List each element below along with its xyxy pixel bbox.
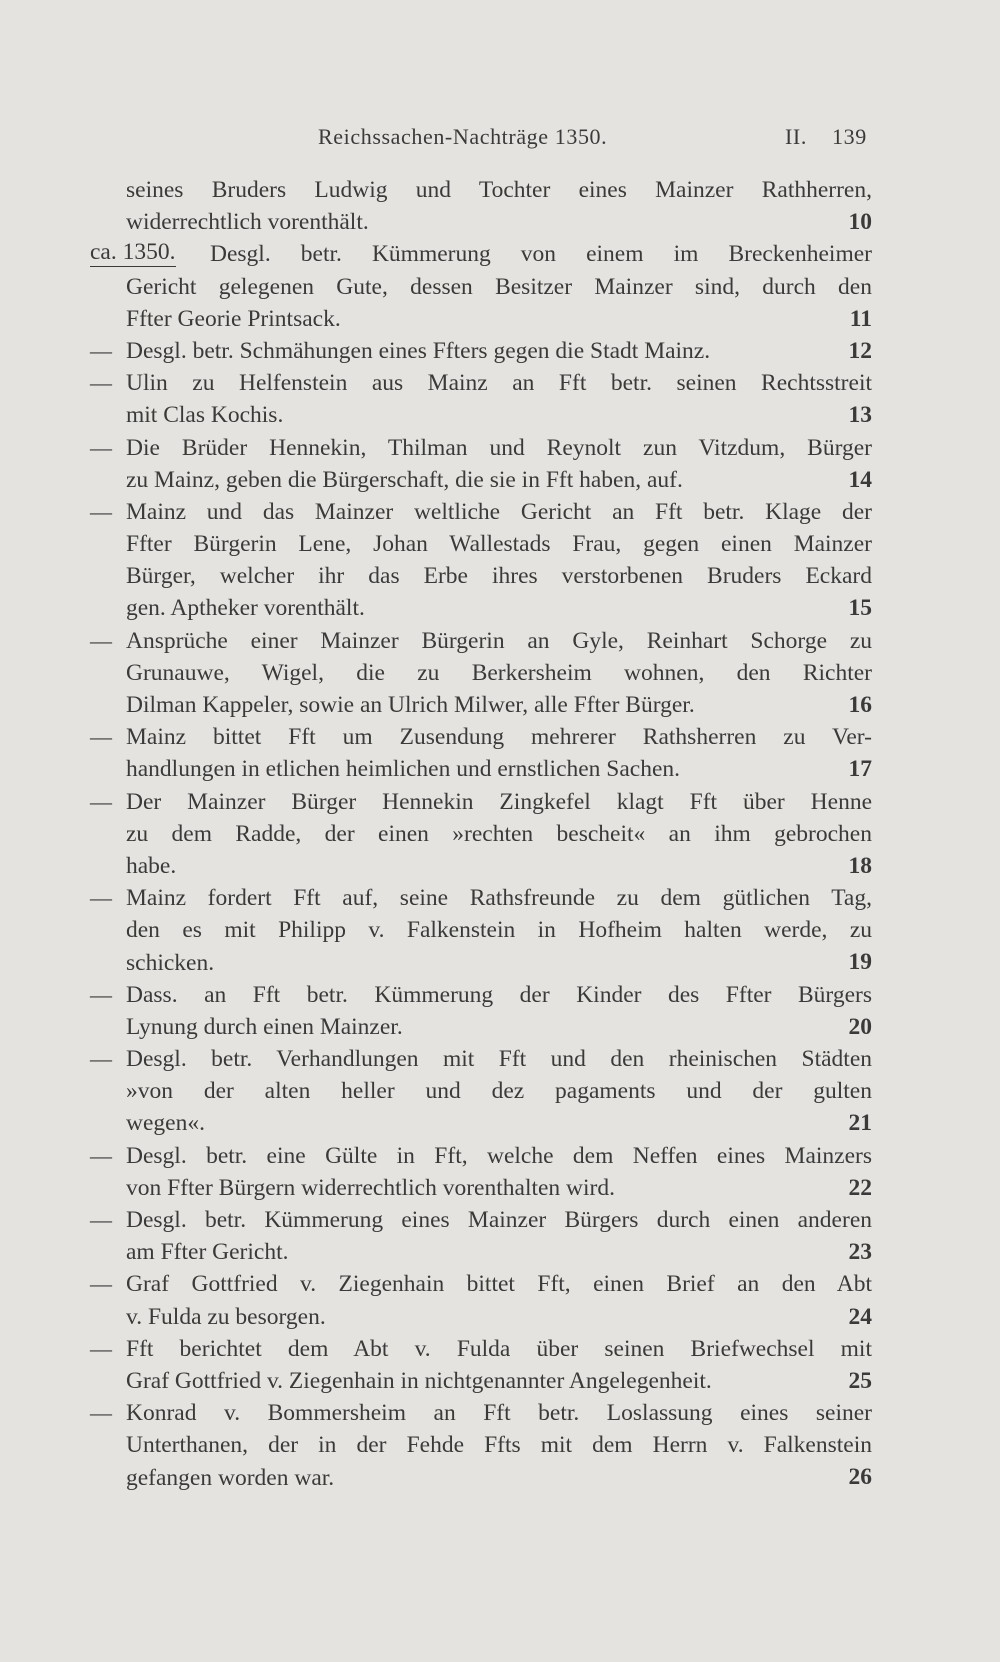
entry-text bbox=[126, 1043, 872, 1140]
regest-entry bbox=[90, 882, 872, 979]
dash-marker: — bbox=[90, 1335, 112, 1361]
entry-text bbox=[126, 367, 872, 431]
dash-marker: — bbox=[90, 1046, 112, 1072]
entry-line: Konrad v. Bommersheim an Fft betr. Loslassung eines seiner bbox=[126, 1400, 872, 1427]
entry-text bbox=[126, 1397, 872, 1494]
entry-text bbox=[126, 174, 872, 238]
entry-line: Dilman Kappeler, sowie an Ulrich Milwer, alle Ffter Bürger. bbox=[126, 692, 695, 718]
regest-entry bbox=[90, 335, 872, 367]
entry-number: 16 bbox=[843, 689, 873, 721]
entry-line: den es mit Philipp v. Falkenstein in Hofheim halten werde, zu bbox=[126, 917, 872, 944]
regest-entry bbox=[90, 1204, 872, 1268]
entry-line: Dass. an Fft betr. Kümmerung der Kinder des Ffter Bürgers bbox=[126, 981, 872, 1008]
entry-line: schicken. bbox=[126, 949, 215, 976]
section-number: II. bbox=[785, 124, 807, 149]
regest-entry bbox=[90, 1333, 872, 1397]
entry-line: Fft berichtet dem Abt v. Fulda über seinen Briefwechsel mit bbox=[126, 1335, 872, 1362]
entry-line: Graf Gottfried v. Ziegenhain in nichtgenannter Angelegenheit. bbox=[126, 1367, 712, 1394]
entry-line: Ansprüche einer Mainzer Bürgerin an Gyle, Reinhart Schorge zu bbox=[126, 627, 872, 654]
entry-line: Ffter Georie Printsack. bbox=[126, 305, 341, 332]
entry-number: 23 bbox=[843, 1236, 873, 1268]
regest-entry bbox=[90, 432, 872, 496]
entry-line: wegen«. bbox=[126, 1110, 205, 1137]
entry-line: Bürger, welcher ihr das Erbe ihres verstorbenen Bruders Eckard bbox=[126, 563, 872, 590]
entry-line: Mainz und das Mainzer weltliche Gericht an Fft betr. Klage der bbox=[126, 498, 872, 525]
entry-number: 10 bbox=[843, 206, 873, 238]
entry-number: 21 bbox=[843, 1107, 873, 1139]
entry-line: Graf Gottfried v. Ziegenhain bittet Fft, einen Brief an den Abt bbox=[126, 1271, 872, 1298]
regest-entry bbox=[90, 721, 872, 785]
regest-entry bbox=[90, 238, 872, 335]
regest-entry bbox=[90, 496, 872, 625]
entry-number: 20 bbox=[843, 1011, 873, 1043]
entry-line: Grunauwe, Wigel, die zu Berkersheim wohnen, den Richter bbox=[126, 659, 872, 686]
entry-text bbox=[126, 1204, 872, 1268]
entry-line: mit Clas Kochis. bbox=[126, 402, 284, 429]
entry-line: zu Mainz, geben die Bürgerschaft, die sie in Fft haben, auf. bbox=[126, 466, 683, 493]
entry-text bbox=[126, 432, 872, 496]
entry-number: 17 bbox=[843, 753, 873, 785]
entry-number: 15 bbox=[843, 592, 873, 624]
running-title: Reichssachen-Nachträge 1350. bbox=[318, 124, 608, 149]
regest-entry bbox=[90, 1397, 872, 1494]
dash-marker: — bbox=[90, 1142, 112, 1168]
entry-line: widerrechtlich vorenthält. bbox=[126, 209, 369, 236]
regest-entry bbox=[90, 1043, 872, 1140]
regest-entry bbox=[90, 1140, 872, 1204]
entry-number: 18 bbox=[843, 850, 873, 882]
running-header bbox=[0, 124, 1000, 158]
entry-text bbox=[126, 721, 872, 785]
entry-number: 12 bbox=[843, 335, 873, 367]
entry-text bbox=[126, 1268, 872, 1332]
regest-entry bbox=[90, 1268, 872, 1332]
entry-line: Desgl. betr. Kümmerung von einem im Breckenheimer bbox=[210, 241, 872, 268]
dash-marker: — bbox=[90, 885, 112, 911]
entry-line: Mainz fordert Fft auf, seine Rathsfreunde zu dem gütlichen Tag, bbox=[126, 885, 872, 912]
entry-line: gefangen worden war. bbox=[126, 1464, 335, 1491]
entry-number: 11 bbox=[844, 303, 872, 335]
regest-entry bbox=[90, 367, 872, 431]
entry-line: Desgl. betr. Verhandlungen mit Fft und den rheinischen Städten bbox=[126, 1046, 872, 1073]
entry-number: 22 bbox=[843, 1172, 873, 1204]
entry-line: am Ffter Gericht. bbox=[126, 1239, 289, 1266]
dash-marker: — bbox=[90, 627, 112, 653]
entry-line: »von der alten heller und dez pagaments und der gulten bbox=[126, 1078, 872, 1105]
entry-line: von Ffter Bürgern widerrechtlich vorenthalten wird. bbox=[126, 1174, 616, 1201]
entry-line: Lynung durch einen Mainzer. bbox=[126, 1013, 403, 1040]
entry-line: Gericht gelegenen Gute, dessen Besitzer Mainzer sind, durch den bbox=[126, 273, 872, 300]
entry-line: Ffter Bürgerin Lene, Johan Wallestads Frau, gegen einen Mainzer bbox=[126, 531, 872, 558]
regest-list bbox=[90, 174, 872, 1494]
entry-number: 26 bbox=[843, 1461, 873, 1493]
entry-line: zu dem Radde, der einen »rechten bescheit« an ihm gebrochen bbox=[126, 820, 872, 847]
entry-line: Desgl. betr. Kümmerung eines Mainzer Bürgers durch einen anderen bbox=[126, 1207, 872, 1233]
dash-marker: — bbox=[90, 1400, 112, 1426]
dash-marker: — bbox=[90, 370, 112, 396]
entry-line: Mainz bittet Fft um Zusendung mehrerer Rathsherren zu Ver- bbox=[126, 724, 872, 751]
entry-number: 14 bbox=[843, 464, 873, 496]
entry-line: Desgl. betr. Schmähungen eines Ffters gegen die Stadt Mainz. bbox=[126, 337, 711, 364]
dash-marker: — bbox=[90, 724, 112, 750]
entry-text bbox=[126, 335, 872, 367]
entry-line: Die Brüder Hennekin, Thilman und Reynolt zun Vitzdum, Bürger bbox=[126, 434, 872, 461]
entry-line: handlungen in etlichen heimlichen und ernstlichen Sachen. bbox=[126, 756, 681, 783]
dash-marker: — bbox=[90, 434, 112, 460]
entry-line: Desgl. betr. eine Gülte in Fft, welche dem Neffen eines Mainzers bbox=[126, 1142, 872, 1169]
entry-text bbox=[126, 496, 872, 625]
dash-marker: — bbox=[90, 981, 112, 1007]
entry-line: v. Fulda zu besorgen. bbox=[126, 1303, 326, 1330]
regest-entry bbox=[90, 625, 872, 722]
entry-text bbox=[126, 1140, 872, 1204]
entry-text bbox=[126, 979, 872, 1043]
dash-marker: — bbox=[90, 1207, 112, 1232]
dash-marker: — bbox=[90, 788, 112, 814]
entry-number: 24 bbox=[843, 1301, 873, 1333]
date-marker: ca. 1350. bbox=[90, 239, 176, 266]
dash-marker: — bbox=[90, 337, 112, 363]
entry-text bbox=[126, 786, 872, 883]
dash-marker: — bbox=[90, 1271, 112, 1297]
entry-line: Unterthanen, der in der Fehde Ffts mit dem Herrn v. Falkenstein bbox=[126, 1432, 872, 1459]
entry-text bbox=[126, 1333, 872, 1397]
entry-line: gen. Aptheker vorenthält. bbox=[126, 595, 365, 622]
entry-text bbox=[126, 882, 872, 979]
regest-entry bbox=[90, 174, 872, 238]
entry-line: Der Mainzer Bürger Hennekin Zingkefel klagt Fft über Henne bbox=[126, 788, 872, 815]
dash-marker: — bbox=[90, 498, 112, 524]
entry-text bbox=[126, 625, 872, 722]
regest-entry bbox=[90, 786, 872, 883]
entry-line: Ulin zu Helfenstein aus Mainz an Fft betr. seinen Rechtsstreit bbox=[126, 370, 872, 397]
entry-number: 19 bbox=[843, 946, 873, 978]
entry-number: 25 bbox=[843, 1365, 873, 1397]
entry-number: 13 bbox=[843, 399, 873, 431]
page-number: 139 bbox=[832, 124, 867, 149]
regest-entry bbox=[90, 979, 872, 1043]
entry-line: habe. bbox=[126, 852, 177, 879]
entry-line: seines Bruders Ludwig und Tochter eines Mainzer Rathherren, bbox=[126, 177, 872, 203]
